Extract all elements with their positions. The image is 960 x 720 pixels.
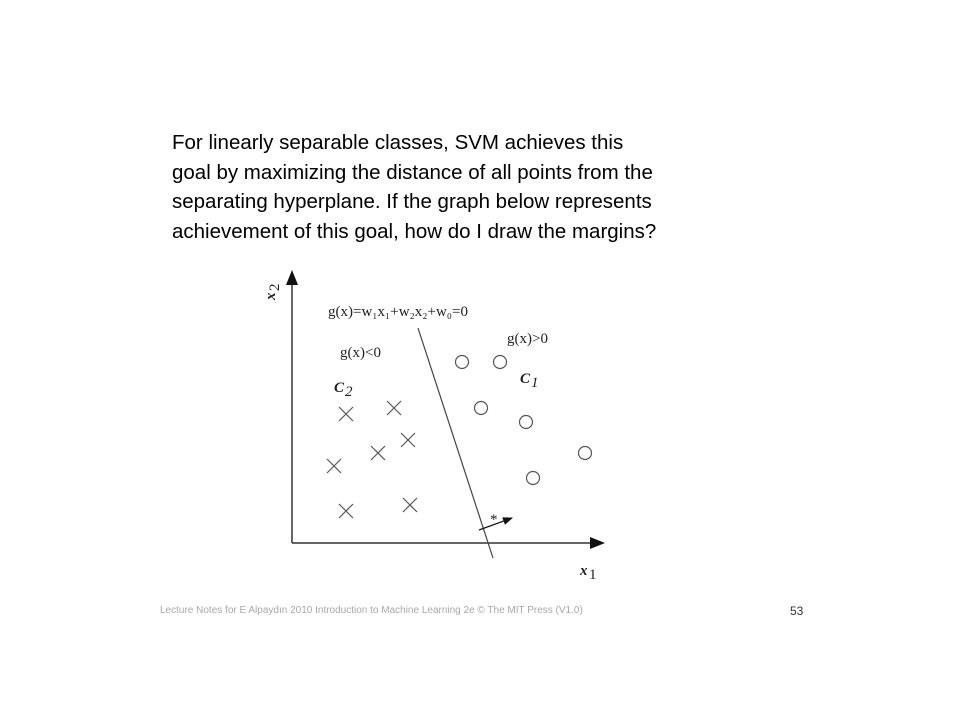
class-1-point bbox=[520, 416, 533, 429]
class-2-point bbox=[327, 459, 341, 473]
svg-text:x: x bbox=[580, 563, 588, 579]
class-2-point bbox=[371, 446, 385, 460]
svg-text:2: 2 bbox=[267, 283, 283, 291]
x-axis-arrowhead bbox=[590, 537, 605, 549]
svg-text:2: 2 bbox=[345, 384, 353, 400]
class-1-point bbox=[475, 402, 488, 415]
class-1-point bbox=[456, 356, 469, 369]
page-number: 53 bbox=[790, 604, 804, 618]
question-line-1: For linearly separable classes, SVM achieves this bbox=[172, 131, 624, 154]
class-2-points bbox=[327, 401, 417, 518]
question-line-2: goal by maximizing the distance of all points from the bbox=[172, 160, 653, 184]
svg-text:x: x bbox=[263, 292, 279, 300]
question-line-4: achievement of this goal, how do I draw the margins? bbox=[172, 219, 657, 243]
svg-text:C: C bbox=[334, 380, 345, 396]
class-1-label bbox=[520, 371, 539, 391]
region-negative-label: g(x)<0 bbox=[340, 345, 381, 361]
class-2-point bbox=[401, 433, 415, 447]
weight-vector-mark: * bbox=[490, 512, 498, 528]
hyperplane-equation: g(x)=w₁x₁+w₂x₂+w₀=0 bbox=[328, 304, 468, 320]
class-1-point bbox=[579, 447, 592, 460]
class-2-point bbox=[387, 401, 401, 415]
class-1-point bbox=[494, 356, 507, 369]
class-2-label bbox=[334, 380, 353, 400]
svg-text:C: C bbox=[520, 371, 531, 387]
y-axis-arrowhead bbox=[286, 270, 298, 285]
region-positive-label: g(x)>0 bbox=[507, 331, 548, 347]
class-1-point bbox=[527, 472, 540, 485]
footer-citation: Lecture Notes for E Alpaydın 2010 Introduction to Machine Learning 2e © The MIT Press (V1.0) bbox=[160, 605, 583, 616]
x-axis-label bbox=[579, 563, 597, 583]
question-line-3: separating hyperplane. If the graph below represents bbox=[172, 190, 652, 213]
svg-text:1: 1 bbox=[589, 567, 597, 583]
class-2-point bbox=[339, 407, 353, 421]
class-2-point bbox=[403, 498, 417, 512]
svg-text:1: 1 bbox=[531, 375, 539, 391]
class-2-point bbox=[339, 504, 353, 518]
y-axis-label bbox=[263, 284, 283, 302]
